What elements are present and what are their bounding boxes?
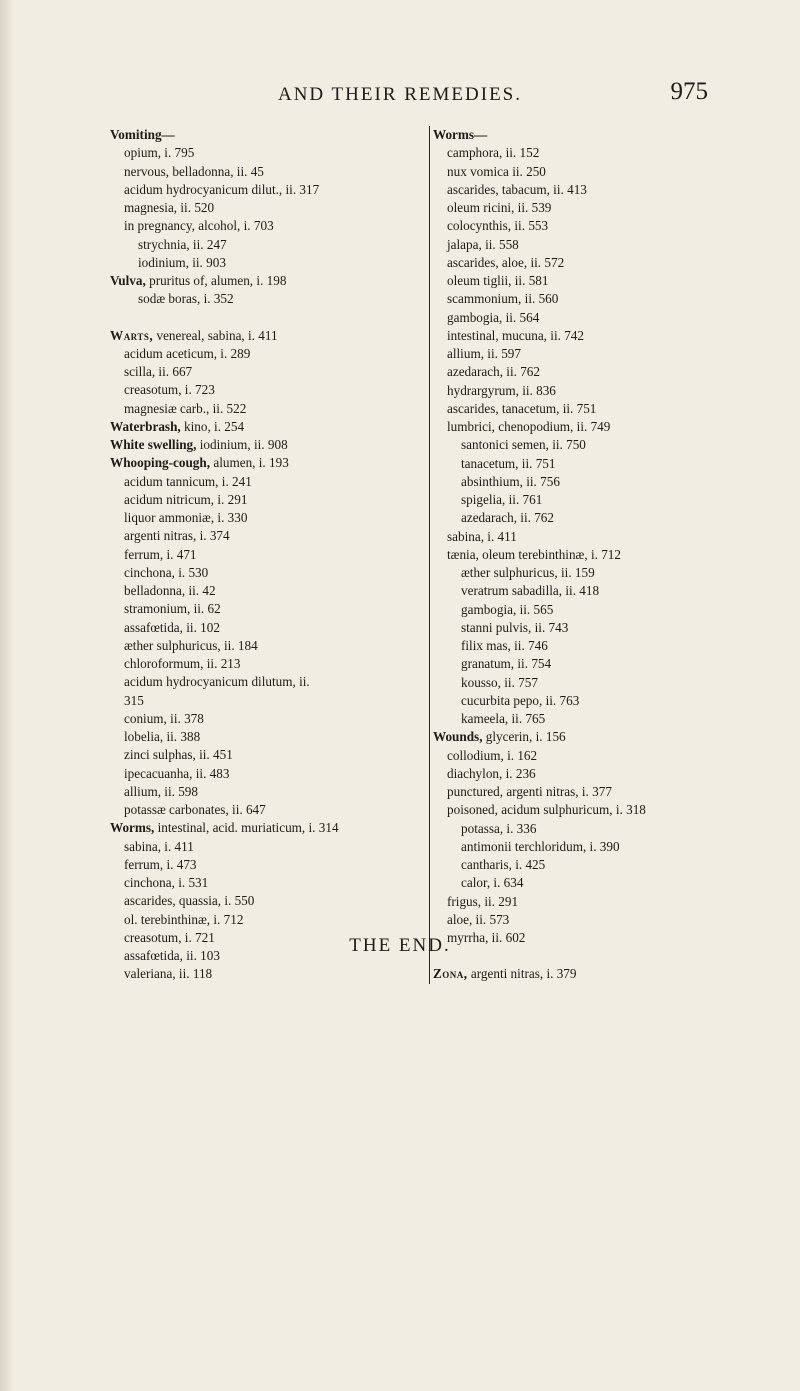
index-subentry: scammonium, ii. 560 [447, 291, 559, 307]
index-heading-term: Vulva, [110, 273, 146, 288]
index-subentry: collodium, i. 162 [447, 747, 538, 763]
index-subentry: argenti nitras, i. 374 [124, 528, 230, 544]
index-heading-entry [110, 126, 424, 144]
index-heading-entry [433, 965, 749, 983]
index-subentry-continuation: spigelia, ii. 761 [461, 492, 543, 507]
index-subentry: frigus, ii. 291 [447, 893, 519, 909]
index-subentry: gambogia, ii. 564 [447, 309, 540, 325]
index-subentry: ascarides, tabacum, ii. 413 [447, 181, 587, 197]
index-subentry: æther sulphuricus, ii. 184 [124, 637, 258, 653]
index-subentry-continuation: veratrum sabadilla, ii. 418 [461, 583, 600, 599]
index-heading-term: Vomiting— [110, 127, 175, 142]
index-heading-entry [110, 819, 424, 837]
index-heading-term: Wounds, [433, 729, 483, 745]
index-heading-detail: iodinium, ii. 908 [196, 437, 288, 452]
index-subentry-continuation: antimonii terchloridum, i. 390 [461, 838, 620, 854]
index-column-left [110, 126, 424, 984]
index-subentry: aloe, ii. 573 [447, 911, 510, 927]
index-subentry: acidum aceticum, i. 289 [124, 345, 251, 361]
index-subentry: ascarides, aloe, ii. 572 [447, 254, 565, 270]
index-heading-detail: pruritus of, alumen, i. 198 [145, 273, 287, 288]
index-subentry-continuation: granatum, ii. 754 [461, 656, 552, 672]
index-subentry: oleum tiglii, ii. 581 [447, 273, 549, 288]
index-subentry: colocynthis, ii. 553 [447, 218, 549, 234]
index-subentry: liquor ammoniæ, i. 330 [124, 510, 248, 525]
index-subentry: ascarides, quassia, i. 550 [124, 893, 255, 909]
index-heading-entry [110, 327, 424, 345]
index-subentry: belladonna, ii. 42 [124, 583, 216, 598]
index-heading-detail: argenti nitras, i. 379 [467, 966, 577, 982]
index-subentry: conium, ii. 378 [124, 710, 204, 726]
index-subentry: oleum ricini, ii. 539 [447, 200, 552, 215]
index-subentry: allium, ii. 597 [447, 346, 521, 361]
index-subentry: acidum tannicum, i. 241 [124, 473, 252, 489]
index-subentry-continuation: gambogia, ii. 565 [461, 601, 554, 617]
index-subentry: chloroformum, ii. 213 [124, 656, 241, 671]
index-subentry: ol. terebinthinæ, i. 712 [124, 911, 244, 927]
index-subentry-continuation: potassa, i. 336 [461, 820, 537, 836]
index-heading-term: Worms, [110, 820, 155, 836]
index-heading-term: Whooping-cough, [110, 455, 211, 471]
index-subentry: jalapa, ii. 558 [447, 236, 519, 252]
index-subentry-continuation: sodæ boras, i. 352 [138, 291, 234, 307]
index-subentry-continuation: kameela, ii. 765 [461, 711, 546, 726]
index-subentry: sabina, i. 411 [124, 838, 194, 854]
index-heading-detail: kino, i. 254 [180, 418, 245, 434]
index-subentry-continuation: calor, i. 634 [461, 875, 524, 891]
index-subentry: cinchona, i. 531 [124, 875, 209, 890]
index-subentry: azedarach, ii. 762 [447, 364, 540, 380]
index-subentry: assafœtida, ii. 103 [124, 948, 220, 963]
index-subentry: valeriana, ii. 118 [124, 966, 213, 982]
index-subentry: zinci sulphas, ii. 451 [124, 747, 233, 763]
index-heading-entry [110, 418, 424, 436]
index-subentry: nux vomica ii. 250 [447, 163, 546, 179]
index-subentry: scilla, ii. 667 [124, 364, 193, 379]
index-subentry: lobelia, ii. 388 [124, 729, 201, 744]
index-subentry: cinchona, i. 530 [124, 564, 209, 580]
index-subentry: lumbrici, chenopodium, ii. 749 [447, 419, 611, 434]
index-subentry: diachylon, i. 236 [447, 765, 536, 781]
index-subentry: allium, ii. 598 [124, 783, 198, 799]
index-heading-detail: intestinal, acid. muriaticum, i. 314 [154, 820, 339, 836]
index-subentry: creasotum, i. 721 [124, 929, 215, 945]
index-heading-term: Waterbrash, [110, 418, 181, 434]
index-heading-entry [110, 454, 424, 472]
index-subentry: sabina, i. 411 [447, 528, 517, 544]
index-subentry: hydrargyrum, ii. 836 [447, 382, 556, 398]
index-subentry: opium, i. 795 [124, 145, 195, 161]
index-subentry-continuation: filix mas, ii. 746 [461, 638, 548, 653]
index-subentry-continuation: cucurbita pepo, ii. 763 [461, 692, 580, 708]
page-number: 975 [670, 78, 708, 105]
end-mark: THE END. [349, 935, 451, 956]
index-subentry-continuation: kousso, ii. 757 [461, 674, 538, 690]
index-subentry: nervous, belladonna, ii. 45 [124, 163, 264, 179]
index-heading-detail: glycerin, i. 156 [482, 729, 566, 745]
index-subentry: punctured, argenti nitras, i. 377 [447, 784, 612, 799]
index-subentry: ipecacuanha, ii. 483 [124, 765, 230, 781]
index-heading-term: White swelling, [110, 437, 197, 452]
index-subentry: tænia, oleum terebinthinæ, i. 712 [447, 546, 621, 562]
index-heading-entry [110, 436, 424, 454]
index-subentry: ascarides, tanacetum, ii. 751 [447, 400, 597, 416]
index-subentry: acidum hydrocyanicum dilutum, ii. [124, 674, 310, 690]
index-subentry: in pregnancy, alcohol, i. 703 [124, 218, 274, 234]
index-subentry-continuation: azedarach, ii. 762 [461, 510, 554, 526]
index-subentry: ferrum, i. 473 [124, 856, 197, 872]
index-heading-entry [433, 728, 749, 746]
index-subentry-continuation: tanacetum, ii. 751 [461, 455, 556, 471]
index-heading-entry [433, 126, 749, 144]
index-subentry: acidum nitricum, i. 291 [124, 491, 248, 507]
index-subentry: stramonium, ii. 62 [124, 601, 221, 617]
index-subentry: creasotum, i. 723 [124, 382, 215, 398]
index-subentry: poisoned, acidum sulphuricum, i. 318 [447, 802, 646, 818]
index-subentry-continuation: strychnia, ii. 247 [138, 236, 227, 252]
index-subentry: ferrum, i. 471 [124, 546, 197, 562]
index-subentry: potassæ carbonates, ii. 647 [124, 802, 266, 817]
index-subentry: 315 [124, 692, 144, 708]
index-subentry-continuation: santonici semen, ii. 750 [461, 437, 586, 453]
index-subentry: camphora, ii. 152 [447, 145, 540, 161]
index-subentry: magnesiæ carb., ii. 522 [124, 400, 247, 416]
index-heading-detail: venereal, sabina, i. 411 [153, 327, 278, 343]
index-heading-term: Zona, [433, 966, 468, 982]
index-subentry-continuation: stanni pulvis, ii. 743 [461, 619, 569, 635]
index-column-right [429, 126, 749, 984]
index-subentry-continuation: iodinium, ii. 903 [138, 254, 226, 270]
index-subentry: intestinal, mucuna, ii. 742 [447, 327, 584, 343]
index-heading-term: Warts, [110, 327, 154, 343]
running-title: AND THEIR REMEDIES. [277, 84, 522, 105]
page-edge-shadow [0, 0, 14, 1391]
running-head [0, 78, 800, 114]
index-subentry: assafœtida, ii. 102 [124, 619, 220, 635]
index-subentry: acidum hydrocyanicum dilut., ii. 317 [124, 181, 320, 197]
index-subentry: magnesia, ii. 520 [124, 200, 215, 215]
index-subentry-continuation: æther sulphuricus, ii. 159 [461, 565, 595, 580]
index-subentry: myrrha, ii. 602 [447, 930, 526, 945]
index-heading-term: Worms— [433, 127, 488, 142]
index-heading-entry [110, 272, 424, 290]
index-subentry-continuation: cantharis, i. 425 [461, 857, 546, 872]
index-subentry-continuation: absinthium, ii. 756 [461, 473, 560, 489]
index-heading-detail: alumen, i. 193 [210, 455, 289, 471]
